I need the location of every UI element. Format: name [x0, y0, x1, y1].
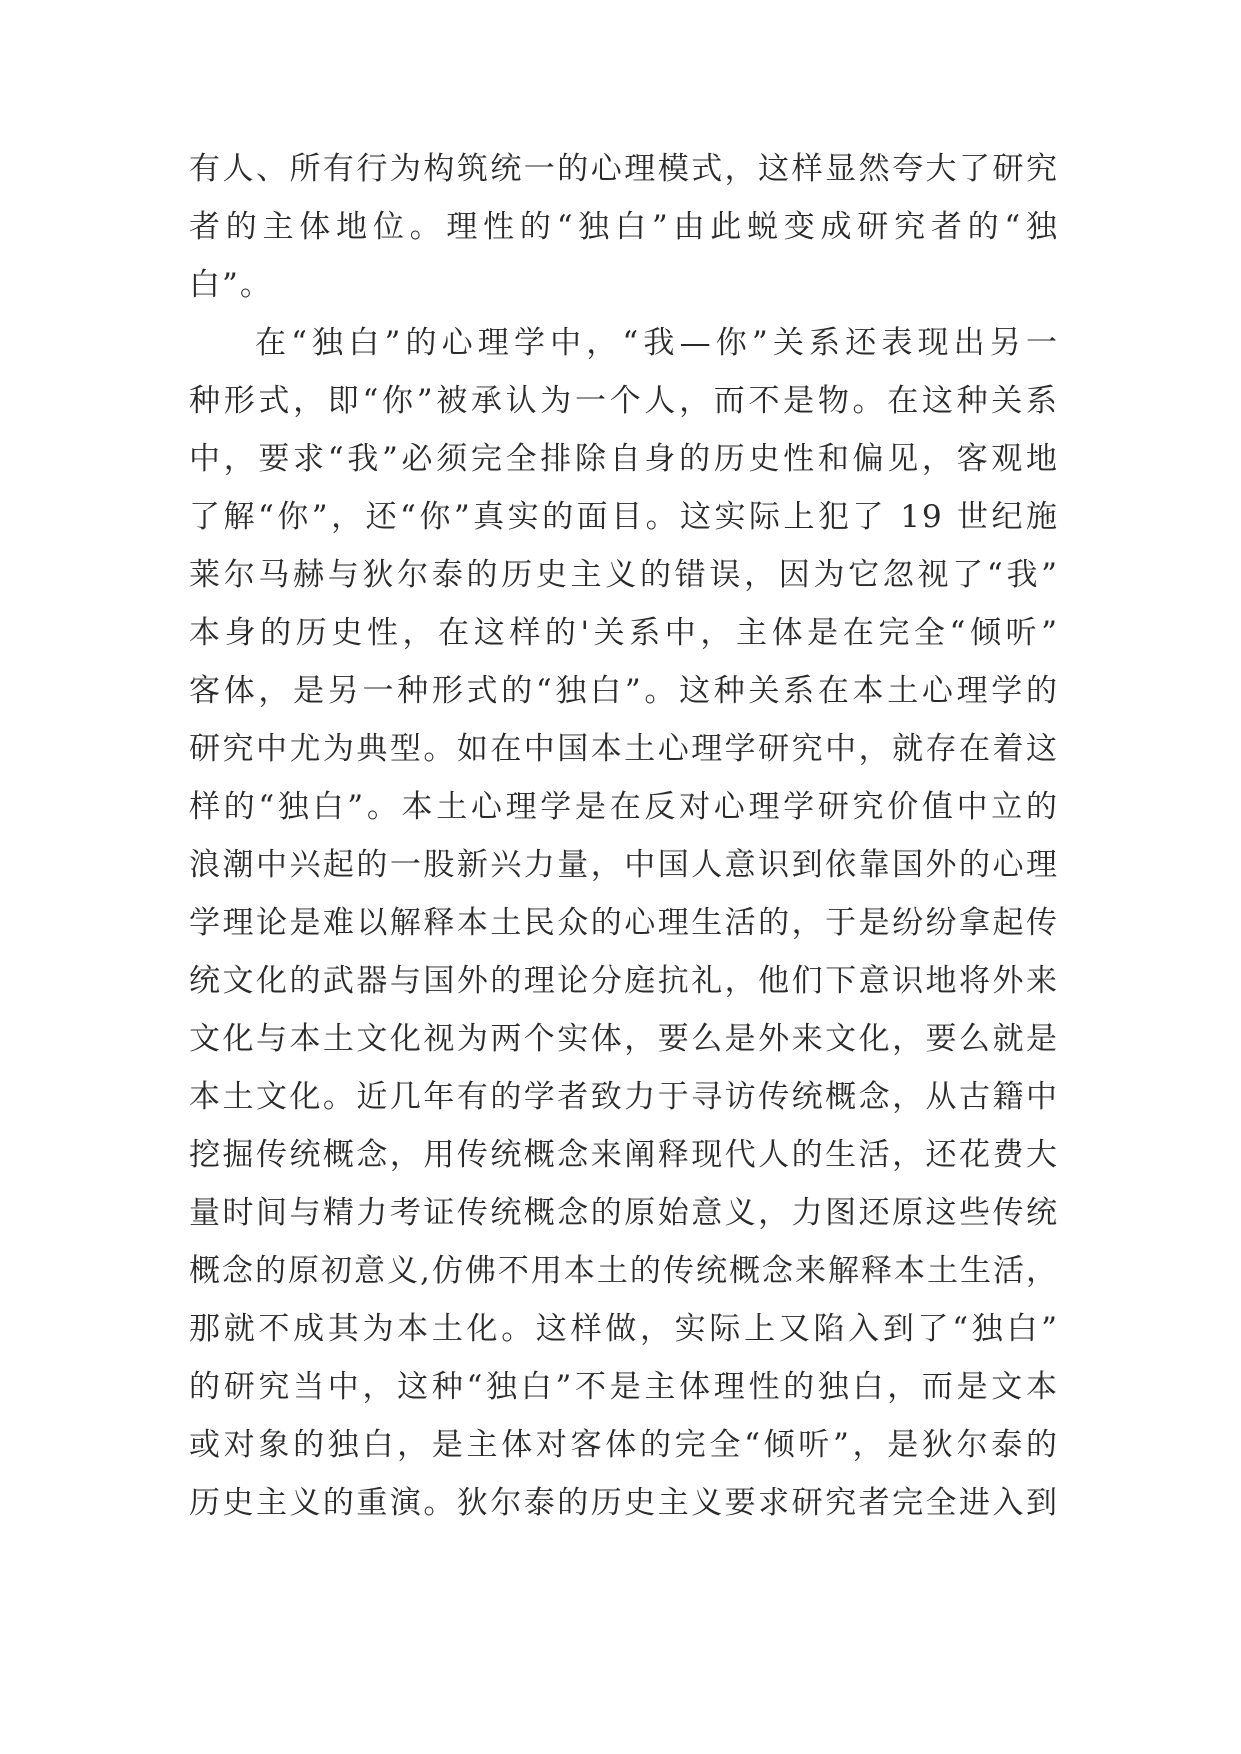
- text-line: 挖掘传统概念，用传统概念来阐释现代人的生活，还花费大: [189, 1137, 1059, 1173]
- text-line: 统文化的武器与国外的理论分庭抗礼，他们下意识地将外来: [189, 963, 1059, 999]
- text-line: 白”。: [189, 267, 273, 303]
- text-line: 的研究当中，这种“独白”不是主体理性的独白，而是文本: [189, 1369, 1059, 1405]
- text-line: 在“独白”的心理学中，“我—你”关系还表现出另一: [255, 325, 1059, 361]
- text-line: [189, 1590, 1059, 1648]
- text-line: 历史主义的重演。狄尔泰的历史主义要求研究者完全进入到: [189, 1485, 1059, 1521]
- text-line: 浪潮中兴起的一股新兴力量，中国人意识到依靠国外的心理: [189, 847, 1059, 883]
- text-line: 者的主体地位。理性的“独白”由此蜕变成研究者的“独: [189, 209, 1059, 245]
- text-line: 莱尔马赫与狄尔泰的历史主义的错误，因为它忽视了“我”: [189, 557, 1059, 593]
- text-line: 文化与本土文化视为两个实体，要么是外来文化，要么就是: [189, 1021, 1059, 1057]
- text-line: 客体，是另一种形式的“独白”。这种关系在本土心理学的: [189, 673, 1059, 709]
- text-line: 本身的历史性，在这样的'关系中，主体是在完全“倾听”: [189, 615, 1059, 651]
- text-line: 了解“你”，还“你”真实的面目。这实际上犯了 19 世纪施: [189, 499, 1059, 535]
- text-line: 本土文化。近几年有的学者致力于寻访传统概念，从古籍中: [189, 1079, 1059, 1115]
- text-line: 样的“独白”。本土心理学是在反对心理学研究价值中立的: [189, 789, 1059, 825]
- text-line: 概念的原初意义,仿佛不用本土的传统概念来解释本土生活，: [189, 1253, 1059, 1289]
- text-line: 中，要求“我”必须完全排除自身的历史性和偏见，客观地: [189, 441, 1059, 477]
- text-line: 或对象的独白，是主体对客体的完全“倾听”，是狄尔泰的: [189, 1427, 1059, 1463]
- text-line: 研究中尤为典型。如在中国本土心理学研究中，就存在着这: [189, 731, 1059, 767]
- text-line: 有人、所有行为构筑统一的心理模式，这样显然夸大了研究: [189, 151, 1059, 187]
- text-line: 种形式，即“你”被承认为一个人，而不是物。在这种关系: [189, 383, 1059, 419]
- text-line: 学理论是难以解释本土民众的心理生活的，于是纷纷拿起传: [189, 905, 1059, 941]
- text-line: 量时间与精力考证传统概念的原始意义，力图还原这些传统: [189, 1195, 1059, 1231]
- text-line: [189, 1532, 1059, 1590]
- text-line: 那就不成其为本土化。这样做，实际上又陷入到了“独白”: [189, 1311, 1059, 1347]
- body-text: [189, 140, 1059, 1648]
